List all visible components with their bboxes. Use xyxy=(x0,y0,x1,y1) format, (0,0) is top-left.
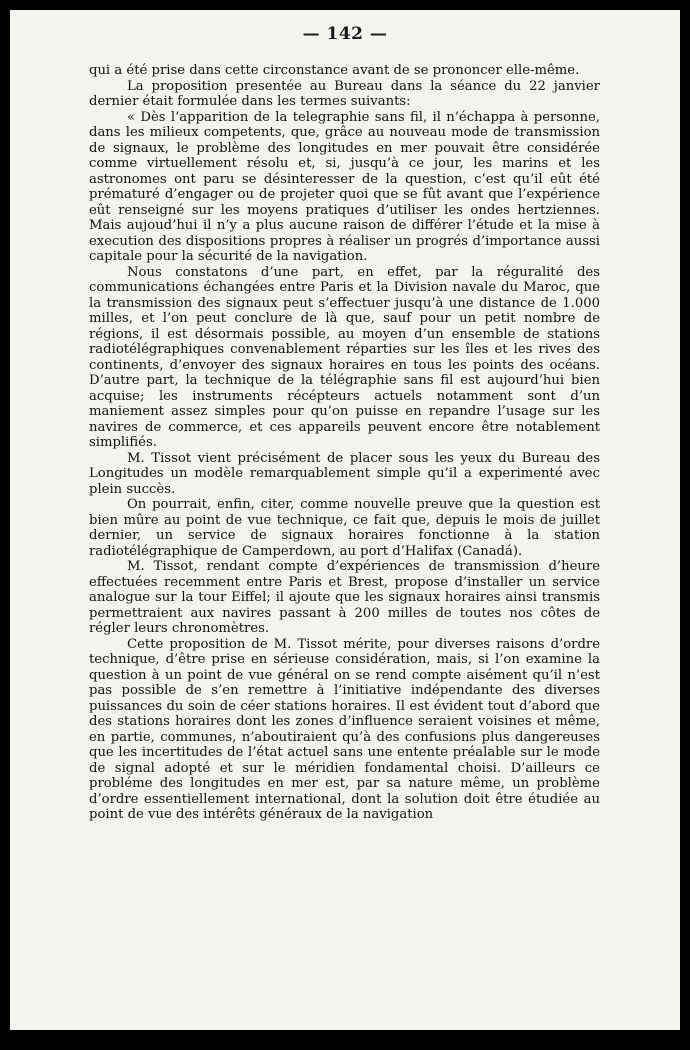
body-text xyxy=(89,63,600,823)
paragraph: M. Tissot vient précisément de placer sous les yeux du Bureau des Longitudes un modèle remarquablement simple qu’il a experimenté avec plein succès. xyxy=(89,450,600,497)
paragraph: « Dès l’apparition de la telegraphie sans fil, il n’échappa à personne, dans les milieux competents, que, grâce au nouveau mode de transmission de signaux, le problème des longitudes en mer pouvait être considérée comme virtuellement résolu et, si, jusqu’à ce jour, les marins et les astronomes ont paru se désinteresser de la question, c’est qu’il eût été prématuré d’engager ou de projeter quoi que se fût avant que l’expérience eût renseigné sur les moyens pratiques d’utiliser les ondes hertziennes. Mais aujoud’hui il n’y a plus aucune raison de différer l’étude et la mise à execution des dispositions propres à réaliser un progrés d’importance aussi capitale pour la sécurité de la navigation. xyxy=(89,109,600,264)
paragraph-continuation: qui a été prise dans cette circonstance avant de se prononcer elle-même. xyxy=(89,63,580,78)
paragraph: Nous constatons d’une part, en effet, par la réguralité des communications échangées entre Paris et la Division navale du Maroc, que la transmission des signaux peut s’effectuer jusqu’à une distance de 1.000 milles, et l’on peut conclure de là que, sauf pour un petit nombre de régions, il est désormais possible, au moyen d’un ensemble de stations radiotélégraphiques convenablement réparties sur les îles et les rives des continents, d’envoyer des signaux horaires en tous les points des océans. D’autre part, la technique de la télégraphie sans fil est aujourd’hui bien acquise; les instruments récépteurs actuels notamment sont d’un maniement assez simples pour qu’on puisse en repandre l’usage sur les navires de commerce, et ces appareils peuvent encore être notablement simplifiés. xyxy=(89,264,600,450)
paragraph: M. Tissot, rendant compte d’expériences de transmission d’heure effectuées recemment entre Paris et Brest, propose d’installer un service analogue sur la tour Eiffel; il ajoute que les signaux horaires ainsi transmis permettraient aux navires passant à 200 milles de toutes nos côtes de régler leurs chronomètres. xyxy=(89,559,600,636)
paragraph: Cette proposition de M. Tissot mérite, pour diverses raisons d’ordre technique, d’être prise en sérieuse considération, mais, si l’on examine la question à un point de vue général on se rend compte aisément qu’il n’est pas possible de s’en remettre à l’initiative indépendante des diverses puissances du soin de céer stations horaires. Il est évident tout d’abord que des stations horaires dont les zones d’influence seraient voisines et même, en partie, communes, n’aboutiraient qu’à des confusions plus dangereuses que les incertitudes de l’état actuel sans une entente préalable sur le mode de signal adopté et sur le méridien fondamental choisi. D’ailleurs ce probléme des longitudes en mer est, par sa nature même, un problème d’ordre essentiellement international, dont la solution doit être étudiée au point de vue des intérêts généraux de la navigation xyxy=(89,636,600,822)
page-number: — 142 — xyxy=(302,24,388,44)
paragraph: La proposition presentée au Bureau dans la séance du 22 janvier dernier était formulée dans les termes suivants: xyxy=(89,78,600,109)
book-page xyxy=(10,10,680,1030)
paragraph: On pourrait, enfin, citer, comme nouvelle preuve que la question est bien mûre au point de vue technique, ce fait que, depuis le mois de juillet dernier, un service de signaux horaires fonctionne à la station radiotélégraphique de Camperdown, au port d’Halifax (Canadá). xyxy=(89,497,600,559)
